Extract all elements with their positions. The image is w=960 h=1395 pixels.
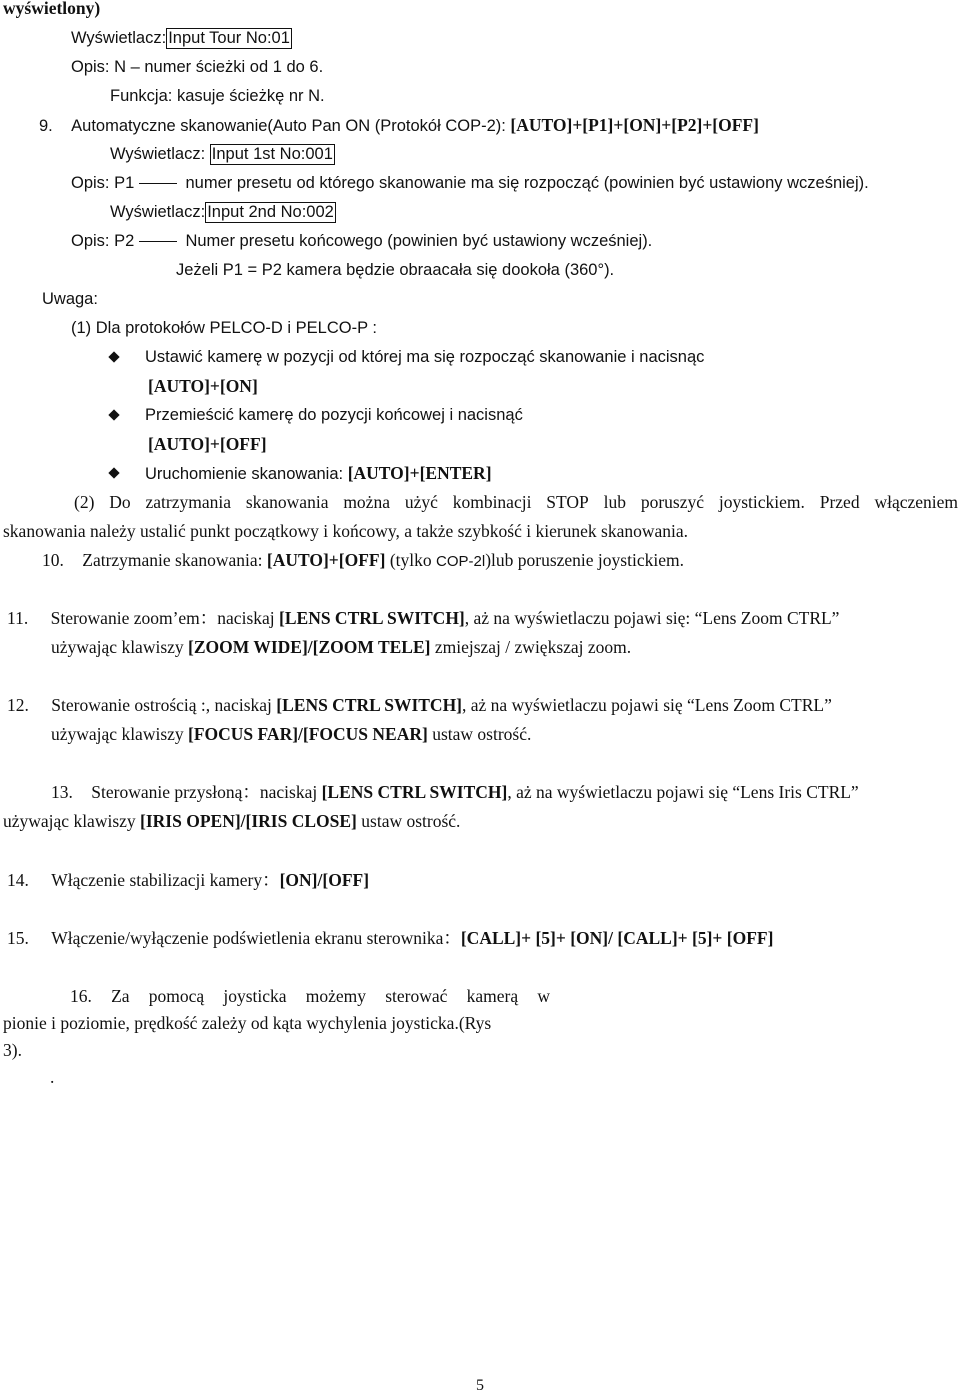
word: skanowania [245, 492, 329, 512]
bullet-3-line [145, 462, 492, 485]
bullet-1-keys: [AUTO]+[ON] [148, 376, 258, 396]
word: kamerą [466, 986, 519, 1006]
word: poruszyć [640, 492, 705, 512]
item-text-tail: ustaw ostrość. [427, 724, 532, 744]
item-keys: [FOCUS FAR]/[FOCUS NEAR] [188, 724, 428, 744]
display-label: Wyświetlacz: [110, 145, 210, 163]
item-16-line-4: . [50, 1067, 55, 1087]
bullet-1-text: Ustawić kamerę w pozycji od której ma się rozpocząć skanowanie i nacisnąc [145, 348, 705, 366]
display-value-box: Input Tour No:01 [168, 29, 290, 47]
item-keys: [AUTO]+[P1]+[ON]+[P2]+[OFF] [510, 115, 759, 135]
tour-display-line [71, 27, 292, 49]
word: kombinacji [452, 492, 532, 512]
item-text: Sterowanie ostrością :, naciskaj [51, 695, 277, 715]
item-tail-small: COP-2l [436, 553, 486, 570]
note-subpoint-1: (1) Dla protokołów PELCO-D i PELCO-P : [71, 319, 377, 337]
item-16-line-3: 3). [3, 1040, 22, 1060]
diamond-bullet-icon [108, 467, 119, 478]
item-text-tail: ustaw ostrość. [356, 811, 461, 831]
item-15 [7, 927, 773, 949]
item-text-tail: , aż na wyświetlaczu pojawi się “Lens Iris CTRL” [507, 782, 859, 802]
item-text: Sterowanie przysłoną：naciskaj [91, 782, 322, 802]
display-value-box: Input 1st No:001 [211, 145, 333, 163]
p2-label: Opis: P2 [71, 232, 135, 250]
item-number: 10. [42, 550, 64, 570]
bullet-2-keys: [AUTO]+[OFF] [148, 434, 267, 454]
item-12-line-2 [51, 723, 531, 745]
item-text: używając klawiszy [51, 724, 189, 744]
bullet-3-keys: [AUTO]+[ENTER] [347, 463, 492, 483]
word: Do [109, 492, 131, 512]
display-value-box: Input 2nd No:002 [207, 203, 334, 221]
dash-line [139, 241, 177, 242]
item-keys: [CALL]+ [5]+ [ON]/ [CALL]+ [5]+ [OFF] [460, 928, 774, 948]
item-keys: [ZOOM WIDE]/[ZOOM TELE] [188, 637, 431, 657]
p1-label: Opis: P1 [71, 174, 135, 192]
item-9-p2-line [71, 230, 652, 252]
item-keys: [LENS CTRL SWITCH] [279, 608, 465, 628]
section-continuation-title: wyświetlony) [3, 0, 101, 18]
item-12-line-1 [7, 694, 832, 716]
word: Za [111, 986, 130, 1006]
bullet-3-text: Uruchomienie skanowania: [145, 465, 348, 483]
item-text-tail: , aż na wyświetlaczu pojawi się: “Lens Zoom CTRL” [464, 608, 840, 628]
item-text-tail: , aż na wyświetlaczu pojawi się “Lens Zoom CTRL” [462, 695, 832, 715]
item-tail-2: )lub poruszenie joystickiem. [485, 550, 684, 570]
word: Przed [819, 492, 860, 512]
item-text: Zatrzymanie skanowania: [82, 550, 267, 570]
item-number: 11. [7, 608, 29, 628]
item-10 [42, 549, 684, 573]
item-13-line-2 [3, 810, 460, 832]
word: STOP [546, 492, 589, 512]
note-subpoint-2-line-2: skanowania należy ustalić punkt początkowy i końcowy, a także szybkość i kierunek skanowania. [3, 521, 689, 541]
item-9-note: Jeżeli P1 = P2 kamera będzie obraacała się dookoła (360°). [176, 261, 615, 279]
note-subpoint-2-line-1 [74, 491, 958, 513]
bullet-2-text: Przemieścić kamerę do pozycji końcowej i nacisnąć [145, 406, 523, 424]
tour-description: Opis: N – numer ścieżki od 1 do 6. [71, 58, 324, 76]
item-text: Sterowanie zoom’em：naciskaj [50, 608, 280, 628]
item-number: 14. [7, 870, 29, 890]
word: można [343, 492, 390, 512]
item-9-p1-line [71, 172, 869, 194]
note-title: Uwaga: [42, 290, 98, 308]
dash-line [139, 183, 177, 184]
item-number: 12. [7, 695, 29, 715]
display-label: Wyświetlacz: [71, 29, 167, 47]
item-16-line-2: pionie i poziomie, prędkość zależy od kąta wychylenia joysticka.(Rys [3, 1013, 492, 1033]
tour-function: Funkcja: kasuje ścieżkę nr N. [110, 87, 325, 105]
display-label: Wyświetlacz: [110, 203, 206, 221]
diamond-bullet-icon [108, 351, 119, 362]
p2-description: Numer presetu końcowego (powinien być ustawiony wcześniej). [185, 232, 653, 250]
page-number: 5 [476, 1377, 484, 1394]
item-number: 15. [7, 928, 29, 948]
item-9-display-2 [110, 201, 336, 223]
item-13-line-1 [51, 781, 859, 803]
word: joystickiem. [718, 492, 805, 512]
item-11-line-1 [7, 607, 839, 629]
item-16-line-1 [70, 985, 550, 1007]
item-number: 9. [39, 117, 53, 135]
item-text: Włączenie/wyłączenie podświetlenia ekranu sterownika： [51, 928, 461, 948]
item-9-display-1 [110, 143, 335, 165]
item-number: 13. [51, 782, 73, 802]
item-text: Automatyczne skanowanie(Auto Pan ON (Protokół COP-2): [71, 117, 511, 135]
item-keys: [ON]/[OFF] [279, 870, 370, 890]
word: (2) [74, 492, 95, 512]
p1-description: numer presetu od którego skanowanie ma się rozpocząć (powinien być ustawiony wcześniej). [185, 174, 869, 192]
diamond-bullet-icon [108, 409, 119, 420]
item-text: Włączenie stabilizacji kamery： [51, 870, 280, 890]
word: w [537, 986, 550, 1006]
word: sterować [385, 986, 448, 1006]
item-keys: [AUTO]+[OFF] [266, 550, 386, 570]
word: joysticka [223, 986, 287, 1006]
word: zatrzymania [145, 492, 231, 512]
item-keys: [LENS CTRL SWITCH] [276, 695, 463, 715]
word: lub [603, 492, 626, 512]
word: użyć [404, 492, 438, 512]
item-text-tail: zmiejszaj / zwiększaj zoom. [430, 637, 632, 657]
item-keys: [IRIS OPEN]/[IRIS CLOSE] [140, 811, 357, 831]
item-text: używając klawiszy [3, 811, 141, 831]
word: możemy [305, 986, 367, 1006]
item-14 [7, 869, 369, 891]
item-number: 16. [70, 986, 92, 1006]
item-tail-1: (tylko [385, 550, 436, 570]
item-9-heading [39, 114, 759, 137]
word: pomocą [148, 986, 205, 1006]
item-keys: [LENS CTRL SWITCH] [321, 782, 508, 802]
word: włączeniem [874, 492, 958, 512]
item-11-line-2 [51, 636, 631, 658]
item-text: używając klawiszy [51, 637, 189, 657]
